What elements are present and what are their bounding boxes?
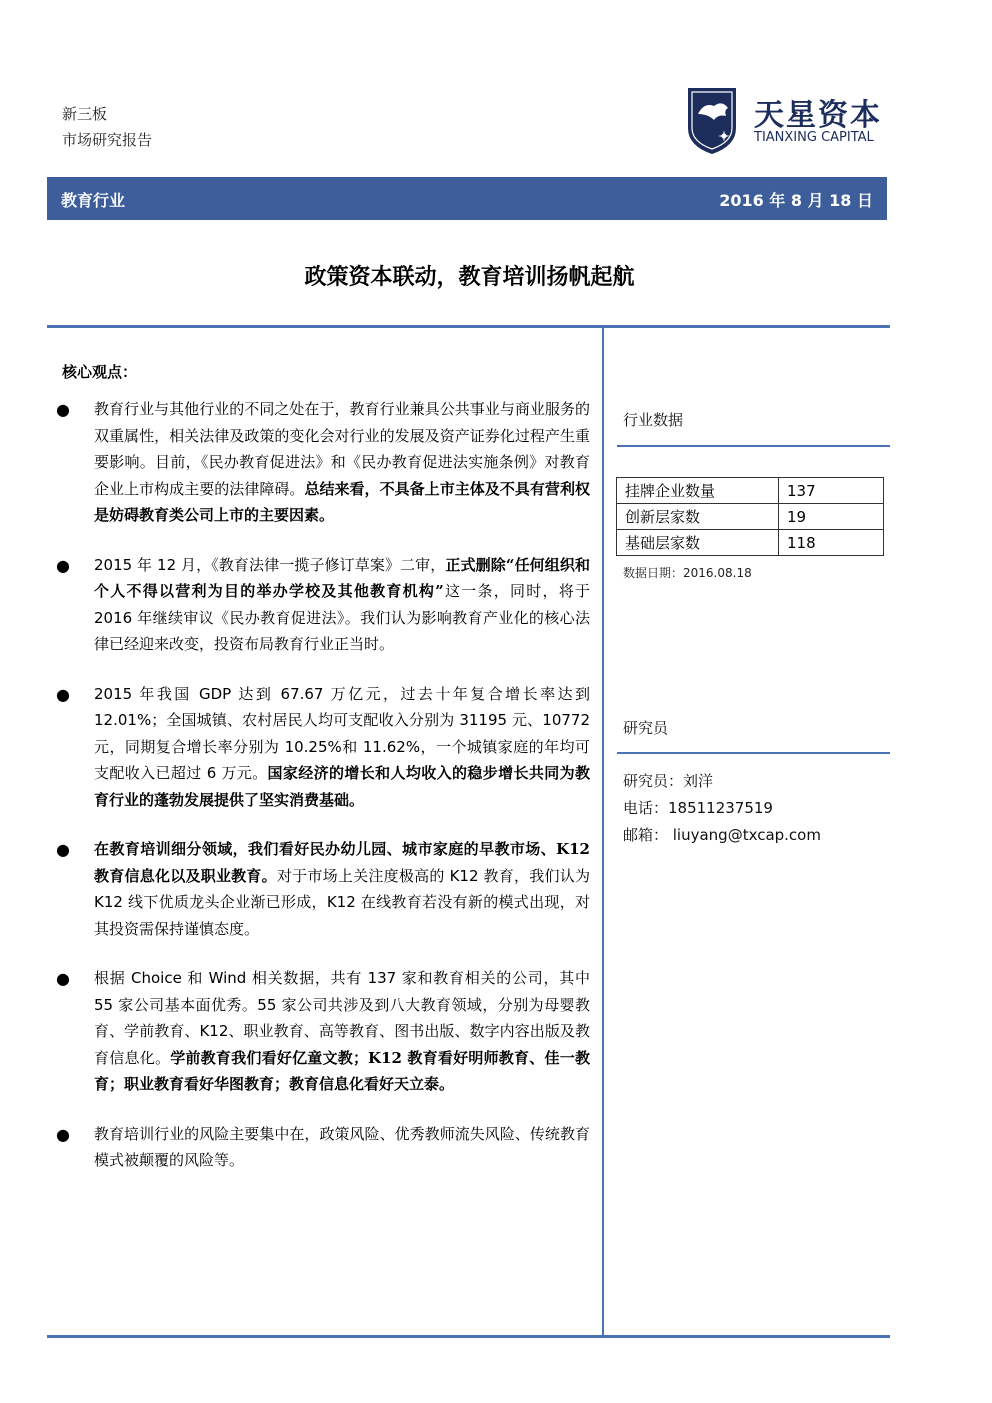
column-divider <box>602 328 604 1335</box>
bullet-icon: ● <box>56 840 70 859</box>
list-item: ● 教育培训行业的风险主要集中在，政策风险、优秀教师流失风险、传统教育模式被颠覆的风险等。 <box>56 1124 590 1169</box>
industry-data-heading: 行业数据 <box>623 411 684 429</box>
report-date: 2016 年 8 月 18 日 <box>719 191 873 210</box>
list-item: ● 2015 年我国 GDP 达到 67.67 万亿元，过去十年复合增长率达到 12.01%；全国城镇、农村居民人均可支配收入分别为 31195 元、10772 元，同期复合增长率分别为 10.25%和 11.62%，一个城镇家庭的年均可支配收入已超过 6 万元。国家经济的增长和人均收入的稳步增长共同为教育行业的蓬勃发展提供了坚实消费基础。 <box>56 684 590 809</box>
bullet-icon: ● <box>56 1124 70 1144</box>
data-date: 数据日期：2016.08.18 <box>623 566 752 580</box>
report-title: 政策资本联动，教育培训扬帆起航 <box>304 264 635 290</box>
table-cell-value: 137 <box>779 478 884 504</box>
list-item: ● 2015 年 12 月，《教育法律一揽子修订草案》二审，正式删除“任何组织和个人不得以营利为目的举办学校及其他教育机构”这一条，同时，将于 2016 年继续审议《民办教育促进法》。我们认为影响教育产业化的核心法律已经迎来改变，投资布局教育行业正当时。 <box>56 555 590 653</box>
list-item: ● 根据 Choice 和 Wind 相关数据，共有 137 家和教育相关的公司，其中 55 家公司基本面优秀。55 家公司共涉及到八大教育领域，分别为母婴教育、学前教育、K12、职业教育、高等教育、图书出版、数字内容出版及教育信息化。学前教育我们看好亿童文教；K12 教育看好明师教育、佳一教育；职业教育看好华图教育；教育信息化看好天立泰。 <box>56 969 590 1093</box>
list-item: ● 教育行业与其他行业的不同之处在于，教育行业兼具公共事业与商业服务的双重属性，相关法律及政策的变化会对行业的发展及资产证券化过程产生重要影响。目前，《民办教育促进法》和《民办教育促进法实施条例》对教育企业上市构成主要的法律障碍。总结来看，不具备上市主体及不具有营利权是妨碍教育类公司上市的主要因素。 <box>56 400 590 524</box>
logo-english-name: TIANXING CAPITAL <box>754 130 874 145</box>
table-row <box>617 530 884 556</box>
bullet-icon: ● <box>56 969 70 988</box>
industry-label: 教育行业 <box>61 191 126 210</box>
analyst-name: 研究员：刘洋 <box>623 772 714 790</box>
report-type: 市场研究报告 <box>62 131 153 149</box>
shield-logo-icon <box>684 84 740 156</box>
bottom-divider <box>47 1335 890 1338</box>
logo-chinese-name: 天星资本 <box>754 98 882 133</box>
bullet-icon: ● <box>56 400 70 419</box>
core-views-heading: 核心观点： <box>62 363 138 381</box>
table-cell-value: 19 <box>779 504 884 530</box>
table-cell-key: 挂牌企业数量 <box>617 478 779 504</box>
table-cell-key: 基础层家数 <box>617 530 779 556</box>
list-item: ● 在教育培训细分领域，我们看好民办幼儿园、城市家庭的早教市场、K12 教育信息化以及职业教育。对于市场上关注度极高的 K12 教育，我们认为 K12 线下优质龙头企业渐已形成，K12 在线教育若没有新的模式出现，对其投资需保持谨慎态度。 <box>56 840 590 938</box>
table-cell-value: 118 <box>779 530 884 556</box>
table-row <box>617 478 884 504</box>
bullet-icon: ● <box>56 555 70 575</box>
top-divider <box>47 325 890 328</box>
industry-data-table <box>616 477 884 556</box>
report-category: 新三板 <box>62 105 108 123</box>
analyst-divider <box>617 752 890 754</box>
analyst-email: 邮箱： liuyang@txcap.com <box>623 826 821 844</box>
analyst-phone: 电话：18511237519 <box>623 799 773 817</box>
core-views-list <box>56 396 590 1197</box>
bullet-icon: ● <box>56 684 70 704</box>
table-row <box>617 504 884 530</box>
table-cell-key: 创新层家数 <box>617 504 779 530</box>
company-logo <box>684 84 894 158</box>
analyst-heading: 研究员 <box>623 719 669 737</box>
header-bar <box>47 177 887 220</box>
industry-data-divider <box>617 445 890 447</box>
